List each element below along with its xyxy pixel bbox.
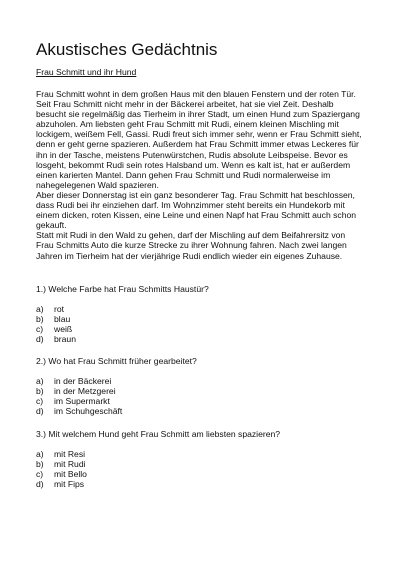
- story-paragraph: Aber dieser Donnerstag ist ein ganz besonderer Tag. Frau Schmitt hat beschlossen, dass Rudi bei ihr einziehen darf. Im Wohnzimmer steht bereits ein Hundekorb mit einem dicken, roten Kissen, eine Leine und einen Napf hat Frau Schmitt auch schon gekauft.: [36, 189, 357, 231]
- option-text: mit Rudi: [54, 458, 86, 469]
- option-letter: c): [36, 396, 44, 407]
- option-letter: c): [36, 323, 44, 334]
- question-list: [36, 284, 364, 489]
- question-block: [36, 356, 364, 416]
- answer-options: [36, 449, 364, 489]
- answer-option: [36, 459, 364, 469]
- answer-option: [36, 449, 364, 459]
- option-letter: d): [36, 333, 44, 344]
- question-text: 1.) Welche Farbe hat Frau Schmitts Haustür?: [36, 283, 209, 294]
- question-block: [36, 284, 364, 344]
- story-title: Frau Schmitt und ihr Hund: [36, 67, 137, 77]
- answer-option: [36, 406, 364, 416]
- option-text: braun: [54, 333, 76, 344]
- answer-option: [36, 314, 364, 324]
- story-paragraph: Frau Schmitt wohnt in dem großen Haus mit den blauen Fenstern und der roten Tür. Seit Frau Schmitt nicht mehr in der Bäckerei arbeitet, hat sie viel Zeit. Deshalb besucht sie regelmäßig das Tierheim in ihrer Stadt, um einen Hund zum Spaziergang abzuholen. Am liebsten geht Frau Schmitt mit Rudi, einem kleinen Mischling mit lockigem, weißem Fell, Gassi. Rudi freut sich immer sehr, wenn er Frau Schmitt sieht, denn er geht gerne spazieren. Außerdem hat Frau Schmitt immer etwas Leckeres für ihn in der Tasche, meistens Putenwürstchen, Rudis absolute Leibspeise. Bevor es losgeht, bekommt Rudi sein rotes Halsband um. Wenn es kalt ist, hat er außerdem einen karierten Mantel. Dann gehen Frau Schmitt und Rudi normalerweise im nahegelegenen Wald spazieren.: [36, 89, 362, 190]
- answer-option: [36, 304, 364, 314]
- option-text: mit Fips: [54, 478, 85, 489]
- option-text: in der Bäckerei: [54, 376, 112, 387]
- answer-option: [36, 396, 364, 406]
- answer-options: [36, 304, 364, 344]
- option-text: rot: [54, 303, 65, 314]
- option-text: im Schuhgeschäft: [54, 406, 123, 417]
- option-letter: a): [36, 448, 44, 459]
- answer-option: [36, 334, 364, 344]
- option-text: weiß: [54, 323, 73, 334]
- option-letter: a): [36, 303, 44, 314]
- option-text: blau: [54, 313, 71, 324]
- answer-option: [36, 376, 364, 386]
- question-block: [36, 429, 364, 489]
- option-text: im Supermarkt: [54, 396, 110, 407]
- option-text: in der Metzgerei: [54, 386, 116, 397]
- story-paragraph: Statt mit Rudi in den Wald zu gehen, darf der Mischling auf dem Beifahrersitz von Frau Schmitts Auto die kurze Strecke zu ihrer Wohnung fahren. Nach zwei langen Jahren im Tierheim hat der vierjährige Rudi endlich wieder ein eigenes Zuhause.: [36, 230, 347, 261]
- option-letter: c): [36, 468, 44, 479]
- question-text: 3.) Mit welchem Hund geht Frau Schmitt am liebsten spazieren?: [36, 428, 281, 439]
- option-letter: b): [36, 313, 44, 324]
- story-text: [36, 89, 364, 261]
- option-text: mit Bello: [54, 468, 87, 479]
- option-letter: d): [36, 406, 44, 417]
- option-letter: b): [36, 458, 44, 469]
- option-text: mit Resi: [54, 448, 86, 459]
- answer-options: [36, 376, 364, 416]
- option-letter: b): [36, 386, 44, 397]
- answer-option: [36, 479, 364, 489]
- answer-option: [36, 324, 364, 334]
- option-letter: a): [36, 376, 44, 387]
- question-text: 2.) Wo hat Frau Schmitt früher gearbeitet?: [36, 356, 197, 367]
- answer-option: [36, 469, 364, 479]
- option-letter: d): [36, 478, 44, 489]
- page-title: Akustisches Gedächtnis: [36, 40, 218, 59]
- answer-option: [36, 386, 364, 396]
